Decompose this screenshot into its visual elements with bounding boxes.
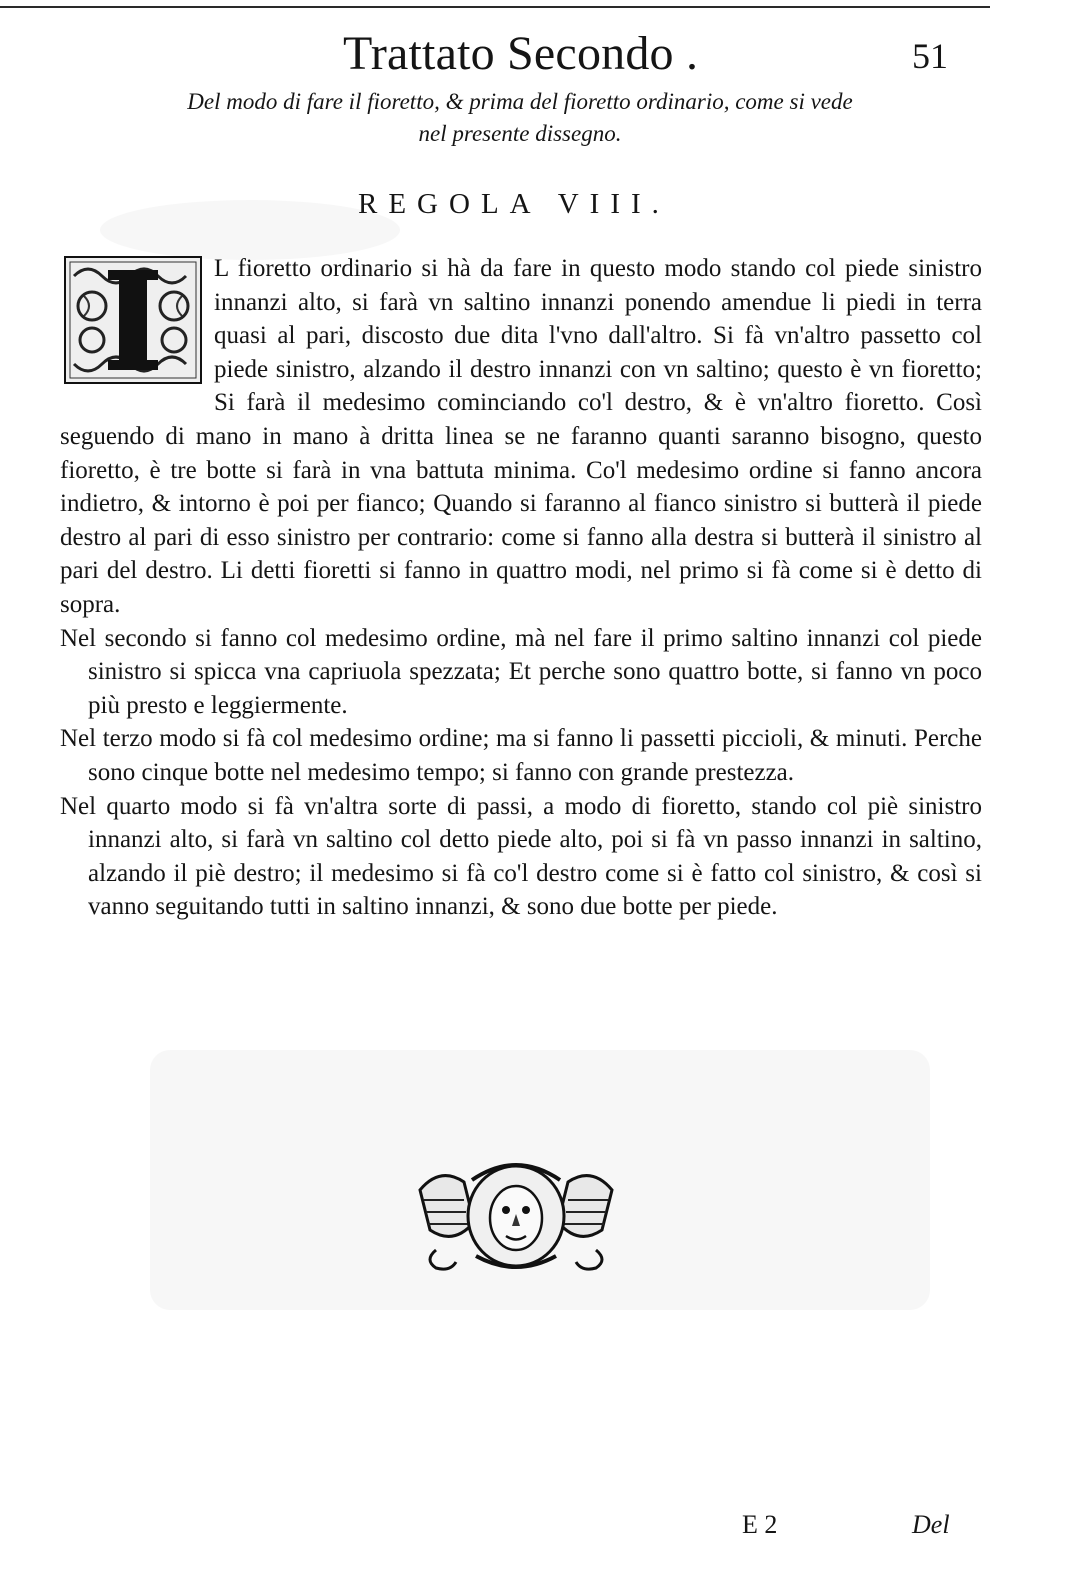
decorated-initial-i-icon [64, 256, 202, 384]
running-title: Trattato Secondo . [343, 27, 699, 80]
paragraph-text: quarto modo si fà vn'altra sorte di passi, a modo di fioretto, stando col piè sinistro innanzi alto, si farà vn saltino col detto piede alto, poi si fà vn passo innanzi in saltino, alzando il piè destro; il medesimo si fà co'l destro come si è fatto col sinistro, & così si vanno seguitando tutti in saltino innanzi, & sono due botte per piede. [88, 792, 982, 921]
paragraph-lead: Nel [60, 624, 97, 652]
paragraph [60, 252, 982, 622]
paragraph [60, 722, 982, 789]
top-rule [0, 6, 990, 8]
paragraph [60, 622, 982, 723]
paper-stain [100, 200, 400, 260]
body-text [60, 252, 982, 924]
paragraph-text: secondo si fanno col medesimo ordine, mà nel fare il primo saltino innanzi col piede sinistro si spicca vna capriuola spezzata; Et perche sono quattro botte, si fanno vn poco più presto e leggiermente. [88, 624, 982, 719]
paragraph [60, 790, 982, 924]
paragraph-lead: Nel [60, 725, 97, 753]
paragraph-text: terzo modo si fà col medesimo ordine; ma si fanno li passetti piccioli, & minuti. Perche sono cinque botte nel medesimo tempo; si fanno con grande prestezza. [88, 725, 982, 786]
signature-mark: E 2 [742, 1510, 778, 1539]
subtitle-line: nel presente dissegno. [418, 121, 622, 146]
page-number: 51 [912, 36, 948, 76]
paragraph-lead: Nel [60, 792, 97, 820]
tailpiece-ornament-icon [416, 1160, 616, 1272]
running-head [0, 28, 1081, 88]
chapter-subtitle [120, 86, 920, 150]
rule-heading: REGOLA VIII. [358, 188, 670, 220]
subtitle-line: Del modo di fare il fioretto, & prima del fioretto ordinario, come si vede [187, 89, 853, 114]
paragraph-text: L fioretto ordinario si hà da fare in questo modo stando col piede sinistro innanzi alto, si farà vn saltino innanzi ponendo amendue li piedi in terra quasi al pari, discosto due dita l'vno dall'altro. Si fà vn'altro passetto col piede sinistro, alzando il destro innanzi con vn saltino; questo è vn fioretto; Si farà il medesimo cominciando co'l destro, & è vn'altro fioretto. Così seguendo di mano in mano à dritta linea se ne faranno quanti saranno bisogno, questo fioretto, è tre botte si farà in vna battuta minima. Co'l medesimo ordine si fanno ancora indietro, & intorno è poi per fianco; Quando si faranno al fianco sinistro si butterà il piede destro al pari di esso sinistro per contrario: come si fanno alla destra si butterà il sinistro al pari del destro. Li detti fioretti si fanno in quattro modi, nel primo si fà come si è detto di sopra. [60, 255, 982, 618]
catchword: Del [912, 1510, 950, 1539]
